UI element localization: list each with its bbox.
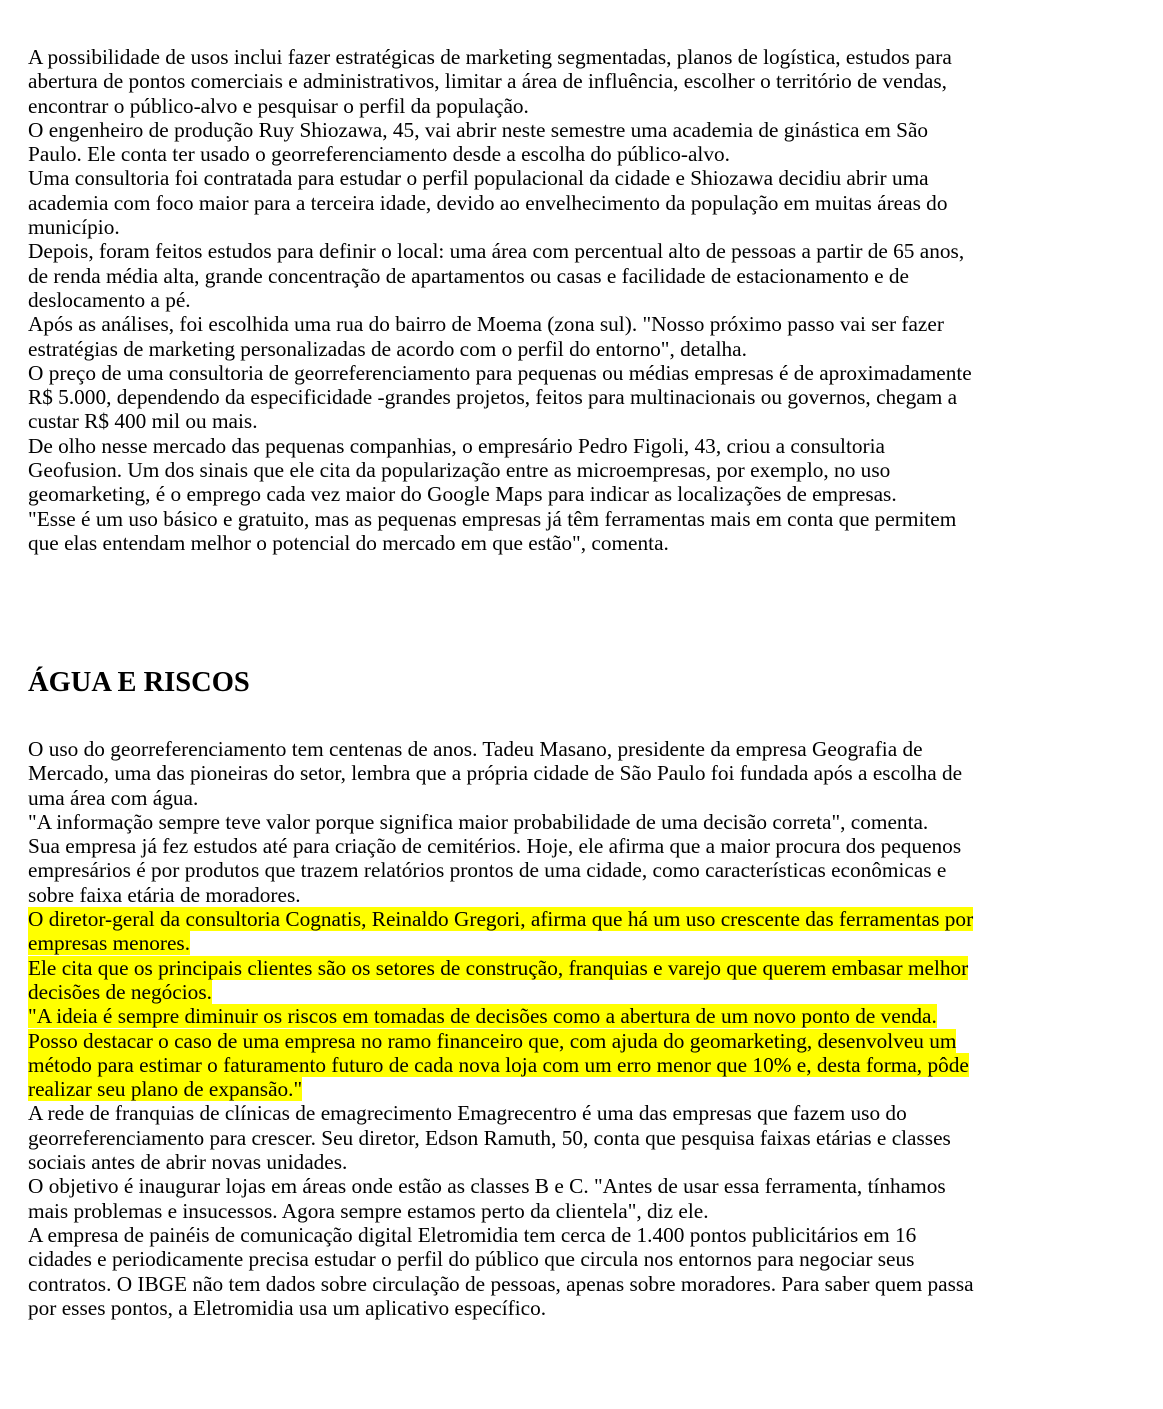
line-text: Após as análises, foi escolhida uma rua do bairro de Moema (zona sul). "Nosso próximo passo vai ser fazer xyxy=(28,312,944,337)
text-line xyxy=(28,337,1153,361)
text-line xyxy=(28,1272,1153,1296)
paragraph xyxy=(28,810,1153,834)
line-text: abertura de pontos comerciais e administrativos, limitar a área de influência, escolher o território de vendas, xyxy=(28,69,947,94)
line-text: Uma consultoria foi contratada para estudar o perfil populacional da cidade e Shiozawa decidiu abrir uma xyxy=(28,166,929,191)
text-line xyxy=(28,1223,1153,1247)
text-line xyxy=(28,264,1153,288)
line-text: De olho nesse mercado das pequenas companhias, o empresário Pedro Figoli, 43, criou a consultoria xyxy=(28,433,885,458)
line-text: mais problemas e insucessos. Agora sempre estamos perto da clientela", diz ele. xyxy=(28,1198,709,1223)
section-heading: ÁGUA E RISCOS xyxy=(28,667,250,698)
paragraph xyxy=(28,834,1153,907)
section-intro xyxy=(28,45,1153,555)
text-line xyxy=(28,1053,1153,1077)
line-text: A rede de franquias de clínicas de emagrecimento Emagrecentro é uma das empresas que fazem uso do xyxy=(28,1101,907,1126)
text-line xyxy=(28,531,1153,555)
line-text: sociais antes de abrir novas unidades. xyxy=(28,1150,348,1175)
text-line xyxy=(28,786,1153,810)
text-line xyxy=(28,737,1153,761)
line-text: Geofusion. Um dos sinais que ele cita da popularização entre as microempresas, por exemplo, no uso xyxy=(28,458,891,483)
text-line xyxy=(28,507,1153,531)
text-line xyxy=(28,980,1153,1004)
text-line xyxy=(28,142,1153,166)
text-line xyxy=(28,69,1153,93)
line-text: deslocamento a pé. xyxy=(28,287,191,312)
paragraph xyxy=(28,239,1153,312)
line-text: georreferenciamento para crescer. Seu diretor, Edson Ramuth, 50, conta que pesquisa faixas etárias e classes xyxy=(28,1125,951,1150)
text-line xyxy=(28,118,1153,142)
line-text: Posso destacar o caso de uma empresa no ramo financeiro que, com ajuda do geomarketing, desenvolveu um xyxy=(28,1028,957,1053)
paragraph xyxy=(28,1101,1153,1174)
line-text: academia com foco maior para a terceira idade, devido ao envelhecimento da população em muitas áreas do xyxy=(28,190,948,215)
text-line xyxy=(28,1199,1153,1223)
line-text: O objetivo é inaugurar lojas em áreas onde estão as classes B e C. "Antes de usar essa ferramenta, tínhamos xyxy=(28,1174,946,1199)
text-line xyxy=(28,1247,1153,1271)
line-text: "A informação sempre teve valor porque significa maior probabilidade de uma decisão correta", comenta. xyxy=(28,809,929,834)
article xyxy=(28,45,1153,1320)
highlighted-paragraph xyxy=(28,956,1153,1005)
text-line xyxy=(28,166,1153,190)
paragraph xyxy=(28,507,1153,556)
text-line xyxy=(28,761,1153,785)
line-text: O preço de uma consultoria de georreferenciamento para pequenas ou médias empresas é de aproximadamente xyxy=(28,360,972,385)
line-text: município. xyxy=(28,215,120,240)
line-text: uma área com água. xyxy=(28,785,199,810)
text-line xyxy=(28,45,1153,69)
line-text: empresas menores. xyxy=(28,931,191,956)
line-text: método para estimar o faturamento futuro de cada nova loja com um erro menor que 10% e, desta forma, pôde xyxy=(28,1052,969,1077)
text-line xyxy=(28,288,1153,312)
paragraph xyxy=(28,737,1153,810)
line-text: "A ideia é sempre diminuir os riscos em tomadas de decisões como a abertura de um novo ponto de venda. xyxy=(28,1004,937,1029)
text-line xyxy=(28,312,1153,336)
text-line xyxy=(28,1077,1153,1101)
line-text: O engenheiro de produção Ruy Shiozawa, 45, vai abrir neste semestre uma academia de ginástica em São xyxy=(28,117,929,142)
paragraph xyxy=(28,434,1153,507)
text-line xyxy=(28,1174,1153,1198)
line-text: custar R$ 400 mil ou mais. xyxy=(28,409,258,434)
text-line xyxy=(28,385,1153,409)
line-text: cidades e periodicamente precisa estudar o perfil do público que circula nos entornos para negociar seus xyxy=(28,1247,915,1272)
paragraph xyxy=(28,1223,1153,1320)
line-text: realizar seu plano de expansão." xyxy=(28,1077,303,1102)
text-line xyxy=(28,1296,1153,1320)
line-text: contratos. O IBGE não tem dados sobre circulação de pessoas, apenas sobre moradores. Para saber quem passa xyxy=(28,1271,974,1296)
line-text: geomarketing, é o emprego cada vez maior do Google Maps para indicar as localizações de empresas. xyxy=(28,482,897,507)
text-line xyxy=(28,1150,1153,1174)
line-text: estratégias de marketing personalizadas de acordo com o perfil do entorno", detalha. xyxy=(28,336,747,361)
line-text: Mercado, uma das pioneiras do setor, lembra que a própria cidade de São Paulo foi fundada após a escolha de xyxy=(28,761,963,786)
line-text: Sua empresa já fez estudos até para criação de cemitérios. Hoje, ele afirma que a maior procura dos pequenos xyxy=(28,834,962,859)
line-text: por esses pontos, a Eletromidia usa um aplicativo específico. xyxy=(28,1295,547,1320)
text-line xyxy=(28,931,1153,955)
line-text: Depois, foram feitos estudos para definir o local: uma área com percentual alto de pessoas a partir de 65 anos, xyxy=(28,239,965,264)
line-text: A empresa de painéis de comunicação digital Eletromidia tem cerca de 1.400 pontos publicitários em 16 xyxy=(28,1222,917,1247)
line-text: Ele cita que os principais clientes são os setores de construção, franquias e varejo que querem embasar melhor xyxy=(28,955,969,980)
paragraph xyxy=(28,166,1153,239)
line-text: R$ 5.000, dependendo da especificidade -grandes projetos, feitos para multinacionais ou governos, chegam a xyxy=(28,385,958,410)
text-line xyxy=(28,94,1153,118)
line-text: "Esse é um uso básico e gratuito, mas as pequenas empresas já têm ferramentas mais em conta que permitem xyxy=(28,506,957,531)
paragraph xyxy=(28,1174,1153,1223)
paragraph xyxy=(28,361,1153,434)
text-line xyxy=(28,434,1153,458)
text-line xyxy=(28,1004,1153,1028)
line-text: A possibilidade de usos inclui fazer estratégicas de marketing segmentadas, planos de logística, estudos para xyxy=(28,45,952,69)
text-line xyxy=(28,458,1153,482)
text-line xyxy=(28,191,1153,215)
line-text: decisões de negócios. xyxy=(28,979,212,1004)
line-text: que elas entendam melhor o potencial do mercado em que estão", comenta. xyxy=(28,530,669,555)
highlighted-paragraph xyxy=(28,907,1153,956)
highlighted-paragraph xyxy=(28,1004,1153,1101)
text-line xyxy=(28,482,1153,506)
text-line xyxy=(28,907,1153,931)
text-line xyxy=(28,361,1153,385)
text-line xyxy=(28,1101,1153,1125)
paragraph xyxy=(28,312,1153,361)
line-text: encontrar o público-alvo e pesquisar o perfil da população. xyxy=(28,93,529,118)
text-line xyxy=(28,956,1153,980)
text-line xyxy=(28,858,1153,882)
text-line xyxy=(28,215,1153,239)
text-line xyxy=(28,239,1153,263)
text-line xyxy=(28,883,1153,907)
text-line xyxy=(28,1029,1153,1053)
line-text: Paulo. Ele conta ter usado o georreferenciamento desde a escolha do público-alvo. xyxy=(28,142,730,167)
paragraph xyxy=(28,45,1153,118)
text-line xyxy=(28,1126,1153,1150)
section-agua-e-riscos xyxy=(28,737,1153,1320)
line-text: O uso do georreferenciamento tem centenas de anos. Tadeu Masano, presidente da empresa Geografia de xyxy=(28,737,923,761)
line-text: empresários é por produtos que trazem relatórios prontos de uma cidade, como características econômicas e xyxy=(28,858,947,883)
paragraph xyxy=(28,118,1153,167)
line-text: de renda média alta, grande concentração de apartamentos ou casas e facilidade de estacionamento e de xyxy=(28,263,910,288)
line-text: O diretor-geral da consultoria Cognatis, Reinaldo Gregori, afirma que há um uso crescente das ferramentas por xyxy=(28,907,974,932)
line-text: sobre faixa etária de moradores. xyxy=(28,882,301,907)
text-line xyxy=(28,409,1153,433)
text-line xyxy=(28,810,1153,834)
text-line xyxy=(28,834,1153,858)
